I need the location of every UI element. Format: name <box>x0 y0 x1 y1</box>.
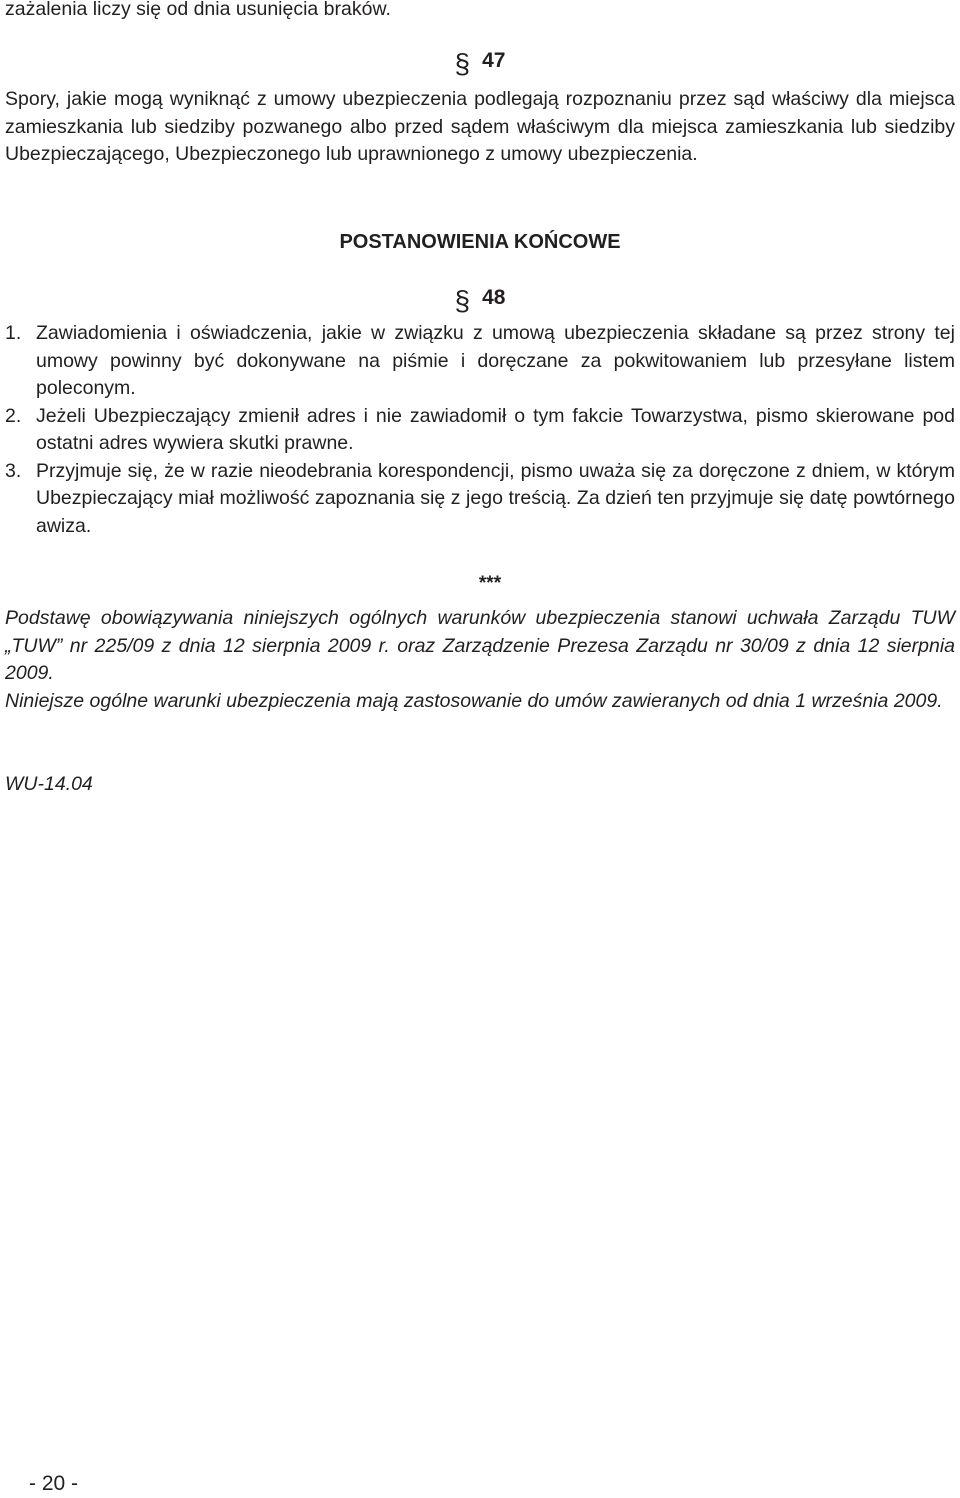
paragraph-47-text: Spory, jakie mogą wyniknąć z umowy ubezpieczenia podlegają rozpoznaniu przez sąd właściwy dla miejsca zamieszkania lub siedziby pozwanego albo przed sądem właściwym dla miejsca zamieszkania lub siedziby Ubezpieczającego, Ubezpieczonego lub uprawnionego z umowy ubezpieczenia. <box>5 88 955 165</box>
paragraph-48-list <box>5 320 955 540</box>
section-sign-icon: § <box>454 285 471 316</box>
list-item-text: Zawiadomienia i oświadczenia, jakie w związku z umową ubezpieczenia składane są przez strony tej umowy powinny być dokonywane na piśmie i doręczane za pokwitowaniem lub przesyłane listem poleconym. <box>36 322 955 399</box>
section-sign-icon: § <box>454 48 471 79</box>
list-item-text: Jeżeli Ubezpieczający zmienił adres i nie zawiadomił o tym fakcie Towarzystwa, pismo skierowane pod ostatni adres wywiera skutki prawne. <box>36 404 955 454</box>
list-item-text: Przyjmuje się, że w razie nieodebrania korespondencji, pismo uważa się za doręczone z dniem, w którym Ubezpieczający miał możliwość zapoznania się z jego treścią. Za dzień ten przyjmuje się datę powtórnego awiza. <box>36 459 955 537</box>
paragraph-48-heading <box>5 281 955 316</box>
list-item-number: 1. <box>5 322 22 344</box>
list-item-number: 3. <box>5 459 22 482</box>
list-item <box>5 458 955 541</box>
closing-paragraph-1: Podstawę obowiązywania niniejszych ogólnych warunków ubezpieczenia stanowi uchwała Zarządu TUW „TUW” nr 225/09 z dnia 12 sierpnia 2009 r. oraz Zarządzenie Prezesa Zarządu nr 30/09 z dnia 12 sierpnia 2009. <box>5 607 955 684</box>
section-title: POSTANOWIENIA KOŃCOWE <box>339 231 621 253</box>
paragraph-47-number: 47 <box>482 49 506 72</box>
list-item <box>5 320 955 403</box>
list-item <box>5 403 955 458</box>
list-item-number: 2. <box>5 404 22 427</box>
separator-stars: *** <box>478 573 502 594</box>
closing-paragraph-2: Niniejsze ogólne warunki ubezpieczenia mają zastosowanie do umów zawieranych od dnia 1 września 2009. <box>5 690 943 712</box>
page-number: - 20 - <box>29 1472 79 1495</box>
document-code: WU-14.04 <box>5 773 93 795</box>
paragraph-47-heading <box>5 44 955 79</box>
continued-text-line: zażalenia liczy się od dnia usunięcia braków. <box>5 0 391 20</box>
paragraph-48-number: 48 <box>482 286 506 309</box>
